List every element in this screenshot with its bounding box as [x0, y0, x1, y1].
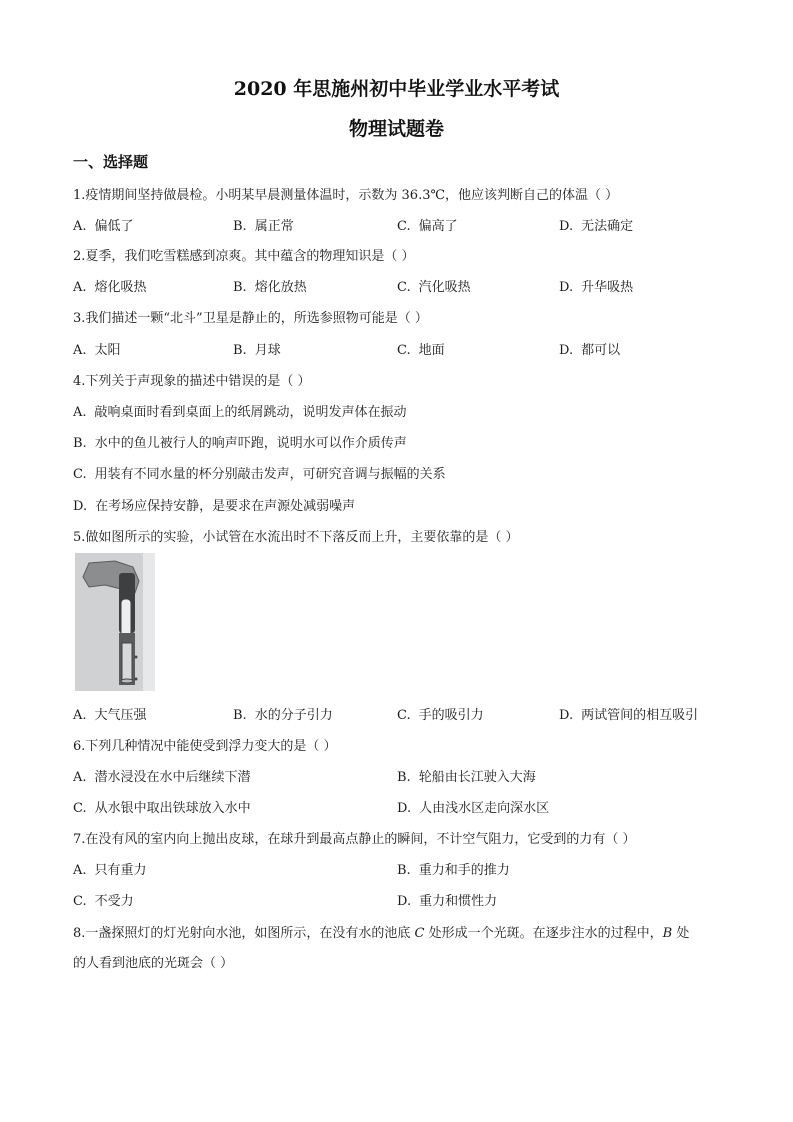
question-7-option-a: [73, 859, 147, 878]
option-key: D.: [397, 894, 412, 909]
option-text: 偏高了: [418, 219, 458, 234]
question-2-option-b: [233, 276, 307, 295]
option-key: A.: [73, 708, 87, 723]
question-3-option-a: [73, 339, 121, 358]
option-text: 用装有不同水量的杯分别敲击发声，可研究音调与振幅的关系: [94, 467, 446, 482]
option-key: D.: [559, 343, 574, 358]
question-6-option-c: [73, 797, 251, 816]
option-key: C.: [397, 219, 411, 234]
test-tube-illustration: [75, 553, 155, 691]
option-text: 重力和手的推力: [418, 863, 510, 878]
option-key: B.: [233, 280, 247, 295]
question-3-option-b: [233, 339, 281, 358]
option-text: 从水银中取出铁球放入水中: [94, 801, 251, 816]
question-4-stem: 4.下列关于声现象的描述中错误的是（ ）: [73, 374, 311, 389]
option-text: 轮船由长江驶入大海: [418, 770, 536, 785]
stem-text: 处: [672, 926, 690, 941]
question-5-option-d: [559, 704, 698, 723]
question-6-option-b: [397, 766, 536, 785]
question-4-option-d: [73, 495, 355, 514]
option-key: C.: [397, 708, 411, 723]
exam-title: 2020 年思施州初中毕业学业水平考试: [233, 78, 560, 100]
option-key: D.: [397, 801, 412, 816]
question-2-option-c: [397, 276, 471, 295]
question-6-stem: 6.下列几种情况中能使受到浮力变大的是（ ）: [73, 739, 337, 754]
question-5-stem: 5.做如图所示的实验，小试管在水流出时不下落反而上升，主要依靠的是（ ）: [73, 530, 519, 545]
variable-b: B: [662, 926, 673, 941]
option-key: C.: [397, 280, 411, 295]
option-key: C.: [73, 467, 87, 482]
question-1-option-b: [233, 215, 294, 234]
option-text: 潜水浸没在水中后继续下潜: [94, 770, 251, 785]
option-text: 月球: [254, 343, 281, 358]
option-text: 汽化吸热: [418, 280, 471, 295]
test-tube-experiment-photo: [75, 553, 155, 691]
option-text: 偏低了: [94, 219, 134, 234]
option-key: A.: [73, 863, 87, 878]
stem-text: 8.一盏探照灯的灯光射向水池，如图所示，在没有水的池底: [73, 926, 415, 941]
option-text: 不受力: [94, 894, 134, 909]
option-text: 都可以: [581, 343, 621, 358]
option-key: C.: [73, 894, 87, 909]
question-1-option-c: [397, 215, 458, 234]
question-3-stem: 3.我们描述一颗“北斗”卫星是静止的，所选参照物可能是（ ）: [73, 311, 428, 326]
option-key: B.: [233, 708, 247, 723]
question-8-stem-line-2: 的人看到池底的光斑会（ ）: [73, 956, 234, 971]
option-text: 敲响桌面时看到桌面上的纸屑跳动，说明发声体在振动: [94, 405, 407, 420]
option-text: 只有重力: [94, 863, 147, 878]
option-text: 升华吸热: [581, 280, 634, 295]
option-key: D.: [73, 499, 88, 514]
option-key: B.: [73, 436, 87, 451]
question-4-option-b: [73, 432, 407, 451]
question-3-option-d: [559, 339, 620, 358]
variable-c: C: [414, 926, 425, 941]
option-key: A.: [73, 280, 87, 295]
question-2-stem: 2.夏季，我们吃雪糕感到凉爽。其中蕴含的物理知识是（ ）: [73, 249, 415, 264]
question-7-option-c: [73, 890, 134, 909]
option-text: 大气压强: [94, 708, 147, 723]
option-text: 水的分子引力: [254, 708, 333, 723]
section-heading: 一、选择题: [73, 153, 149, 171]
option-key: B.: [233, 219, 247, 234]
question-5-option-b: [233, 704, 333, 723]
stem-text: 处形成一个光斑。在逐步注水的过程中，: [424, 926, 663, 941]
option-text: 太阳: [94, 343, 121, 358]
option-text: 重力和惯性力: [419, 894, 498, 909]
question-1-option-d: [559, 215, 633, 234]
option-key: B.: [233, 343, 247, 358]
option-key: A.: [73, 405, 87, 420]
option-key: B.: [397, 770, 411, 785]
exam-subtitle: 物理试题卷: [348, 118, 444, 140]
option-key: D.: [559, 708, 574, 723]
option-text: 水中的鱼儿被行人的响声吓跑，说明水可以作介质传声: [94, 436, 407, 451]
option-key: A.: [73, 219, 87, 234]
option-key: C.: [73, 801, 87, 816]
option-text: 熔化吸热: [94, 280, 147, 295]
question-2-option-a: [73, 276, 147, 295]
option-key: D.: [559, 219, 574, 234]
option-text: 手的吸引力: [418, 708, 484, 723]
question-6-option-a: [73, 766, 251, 785]
option-key: B.: [397, 863, 411, 878]
option-key: A.: [73, 770, 87, 785]
option-text: 两试管间的相互吸引: [581, 708, 699, 723]
option-text: 地面: [418, 343, 445, 358]
question-3-option-c: [397, 339, 445, 358]
option-key: D.: [559, 280, 574, 295]
question-2-option-d: [559, 276, 633, 295]
question-7-stem: 7.在没有风的室内向上抛出皮球，在球升到最高点静止的瞬间，不计空气阻力，它受到的力有（ ）: [73, 832, 636, 847]
question-8-stem-line-1: [73, 922, 689, 941]
question-6-option-d: [397, 797, 549, 816]
option-text: 人由浅水区走向深水区: [419, 801, 550, 816]
question-5-option-a: [73, 704, 147, 723]
option-text: 属正常: [254, 219, 294, 234]
option-key: A.: [73, 343, 87, 358]
question-5-option-c: [397, 704, 484, 723]
option-text: 在考场应保持安静，是要求在声源处减弱噪声: [95, 499, 356, 514]
option-key: C.: [397, 343, 411, 358]
question-4-option-c: [73, 463, 446, 482]
option-text: 熔化放热: [254, 280, 307, 295]
question-7-option-b: [397, 859, 510, 878]
question-1-option-a: [73, 215, 134, 234]
question-7-option-d: [397, 890, 497, 909]
option-text: 无法确定: [581, 219, 634, 234]
question-4-option-a: [73, 401, 407, 420]
question-1-stem: 1.疫情期间坚持做晨检。小明某早晨测量体温时，示数为 36.3℃，他应该判断自己的体温（ ）: [73, 188, 619, 203]
